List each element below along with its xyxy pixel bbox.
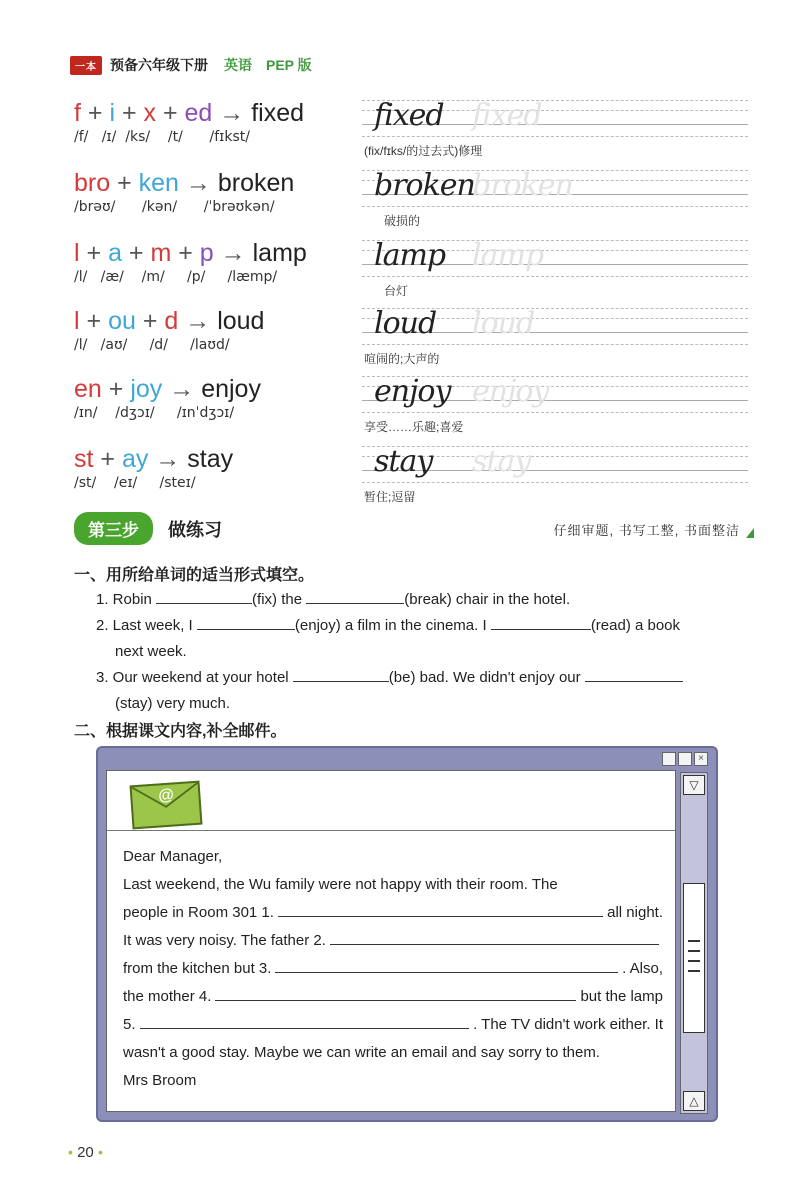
formula-operator: +	[101, 375, 131, 403]
scroll-up-arrow-icon[interactable]: ▽	[683, 775, 705, 795]
word-meaning: 喧闹的;大声的	[364, 352, 440, 366]
email-blank-5[interactable]	[140, 1015, 470, 1029]
formula-operator: +	[171, 239, 200, 267]
email-line-3	[123, 927, 663, 955]
formula-part: joy	[130, 375, 163, 403]
guide-line	[362, 344, 748, 345]
formula-part: st	[74, 445, 94, 473]
window-controls	[662, 752, 708, 766]
formula-operator: →	[212, 99, 252, 127]
q3-text-a: 3. Our weekend at your hotel	[96, 669, 293, 686]
scroll-thumb[interactable]	[683, 883, 705, 1033]
word-formula	[74, 374, 344, 404]
formula-part: ou	[108, 307, 136, 335]
word-meaning: 台灯	[384, 284, 409, 298]
minimize-button[interactable]	[662, 752, 676, 766]
formula-operator: +	[121, 239, 151, 267]
word-row-1	[74, 98, 344, 146]
guide-line	[362, 206, 748, 207]
exercise-1-question-3-cont: (stay) very much.	[115, 695, 231, 712]
formula-part: ed	[184, 99, 213, 127]
email-content-pane	[106, 770, 676, 1112]
word-row-3	[74, 238, 344, 286]
grip-line-icon	[688, 940, 700, 942]
email-blank-2[interactable]	[330, 931, 659, 945]
word-meaning: 破损的	[384, 214, 421, 228]
word-formula	[74, 444, 344, 474]
q2-text-a: 2. Last week, I	[96, 617, 197, 634]
email-line-3-a: It was very noisy. The father 2.	[123, 932, 326, 949]
subject-label: 英语	[224, 57, 252, 73]
step-title: 做练习	[168, 520, 222, 540]
word-meaning: 享受……乐趣;喜爱	[364, 420, 464, 434]
word-meaning: (fix/fɪks/的过去式)修理	[364, 144, 483, 158]
writing-block-2	[362, 166, 748, 232]
email-line-4-a: from the kitchen but 3.	[123, 960, 272, 977]
close-button[interactable]: ×	[694, 752, 708, 766]
writing-block-4	[362, 304, 748, 370]
formula-part: stay	[187, 445, 234, 473]
guide-line	[362, 276, 748, 277]
word-formula	[74, 238, 344, 268]
grip-line-icon	[688, 950, 700, 952]
formula-operator: +	[156, 99, 185, 127]
grip-line-icon	[688, 970, 700, 972]
exercise-1-title: 一、用所给单词的适当形式填空。	[74, 567, 315, 584]
page-number-value: 20	[77, 1144, 94, 1161]
email-line-2-a: people in Room 301 1.	[123, 904, 274, 921]
page-dot-left: •	[68, 1144, 73, 1160]
word-formula	[74, 98, 344, 128]
word-row-4	[74, 306, 344, 354]
formula-part: i	[109, 99, 116, 127]
envelope-icon	[130, 781, 203, 830]
step-badge: 第三步	[74, 512, 153, 545]
email-line-6	[123, 1011, 663, 1039]
email-line-5	[123, 983, 663, 1011]
script-word: fixed	[374, 98, 444, 133]
formula-operator: →	[148, 445, 188, 473]
formula-part: bro	[74, 169, 111, 197]
script-word-tracing[interactable]: lamp	[472, 238, 544, 273]
script-word-tracing[interactable]: enjoy	[472, 374, 549, 409]
formula-part: broken	[217, 169, 295, 197]
formula-operator: →	[162, 375, 202, 403]
email-greeting: Dear Manager,	[123, 848, 223, 865]
formula-operator: +	[80, 99, 110, 127]
formula-operator: +	[79, 307, 109, 335]
email-line-4-b: . Also,	[622, 960, 663, 977]
word-phonetic: /l/ /aʊ/ /d/ /laʊd/	[74, 337, 230, 353]
formula-part: d	[164, 307, 179, 335]
writing-block-5	[362, 372, 748, 438]
q2-text-c: (read) a book	[590, 617, 681, 634]
email-scrollbar[interactable]	[680, 772, 708, 1114]
word-formula	[74, 168, 344, 198]
guide-line	[362, 482, 748, 483]
email-body	[123, 843, 663, 1095]
formula-part: lamp	[252, 239, 307, 267]
formula-part: x	[143, 99, 157, 127]
script-word: lamp	[374, 238, 446, 273]
email-line-7: wasn't a good stay. Maybe we can write an email and say sorry to them.	[123, 1044, 600, 1061]
scroll-down-arrow-icon[interactable]: △	[683, 1091, 705, 1111]
formula-part: ay	[121, 445, 149, 473]
formula-part: enjoy	[201, 375, 261, 403]
q1-text-a: 1. Robin	[96, 591, 157, 608]
word-phonetic: /ɪn/ /dʒɔɪ/ /ɪnˈdʒɔɪ/	[74, 405, 235, 421]
q2-blank-1[interactable]	[197, 616, 295, 630]
formula-part: fixed	[251, 99, 305, 127]
email-signature: Mrs Broom	[123, 1072, 197, 1089]
formula-part: a	[108, 239, 122, 267]
script-word-tracing[interactable]: stay	[472, 444, 531, 479]
q3-text-b: (be) bad. We didn't enjoy our	[388, 669, 585, 686]
exercise-1-question-2-cont: next week.	[115, 643, 187, 660]
email-blank-4[interactable]	[215, 987, 576, 1001]
formula-part: l	[74, 307, 80, 335]
email-header	[107, 771, 675, 831]
q1-blank-2[interactable]	[306, 590, 404, 604]
script-word: enjoy	[374, 374, 451, 409]
guide-line	[362, 412, 748, 413]
q2-blank-2[interactable]	[491, 616, 591, 630]
at-sign-icon: @	[157, 786, 175, 805]
word-phonetic: /st/ /eɪ/ /steɪ/	[74, 475, 196, 491]
book-title: 预备六年级下册	[110, 57, 208, 73]
formula-operator: →	[178, 169, 218, 197]
writing-block-6	[362, 442, 748, 508]
formula-part: en	[74, 375, 102, 403]
q3-blank-2[interactable]	[585, 668, 683, 682]
email-line-2-b: all night.	[607, 904, 663, 921]
email-blank-3[interactable]	[275, 959, 618, 973]
formula-part: m	[150, 239, 172, 267]
page-number	[68, 1144, 103, 1161]
formula-operator: +	[93, 445, 122, 473]
script-word: broken	[374, 168, 475, 203]
script-word-tracing[interactable]: fixed	[472, 98, 542, 133]
exercise-2-title: 二、根据课文内容,补全邮件。	[74, 723, 287, 740]
email-blank-1[interactable]	[278, 903, 603, 917]
edition-label: PEP 版	[266, 57, 312, 73]
q1-text-c: (break) chair in the hotel.	[404, 591, 571, 608]
writing-block-3	[362, 236, 748, 302]
script-word: loud	[374, 306, 437, 341]
corner-triangle-icon	[746, 528, 754, 538]
word-row-2	[74, 168, 344, 216]
exercise-1-question-1	[96, 590, 570, 610]
page-header	[70, 54, 312, 76]
formula-operator: +	[115, 99, 144, 127]
script-word-tracing[interactable]: loud	[472, 306, 535, 341]
publisher-logo: 一本	[70, 56, 102, 75]
grip-line-icon	[688, 960, 700, 962]
maximize-button[interactable]	[678, 752, 692, 766]
email-line-5-a: the mother 4.	[123, 988, 212, 1005]
exercise-1-question-3	[96, 668, 683, 688]
word-phonetic: /l/ /æ/ /m/ /p/ /læmp/	[74, 269, 278, 285]
formula-part: l	[74, 239, 80, 267]
formula-part: loud	[217, 307, 265, 335]
word-row-6	[74, 444, 344, 492]
exercise-1-question-2	[96, 616, 680, 636]
formula-part: p	[199, 239, 214, 267]
word-phonetic: /brəʊ/ /kən/ /ˈbrəʊkən/	[74, 199, 275, 215]
script-word: stay	[374, 444, 433, 479]
email-window	[96, 746, 718, 1122]
formula-operator: +	[135, 307, 165, 335]
formula-operator: →	[178, 307, 218, 335]
email-line-4	[123, 955, 663, 983]
email-line-2	[123, 899, 663, 927]
step-three-bar	[74, 512, 754, 542]
step-motto: 仔细审题, 书写工整, 书面整洁	[553, 523, 740, 538]
email-line-1: Last weekend, the Wu family were not happy with their room. The	[123, 876, 558, 893]
writing-block-1	[362, 96, 748, 162]
formula-operator: →	[213, 239, 253, 267]
guide-line	[362, 136, 748, 137]
q2-text-b: (enjoy) a film in the cinema. I	[294, 617, 491, 634]
word-formula	[74, 306, 344, 336]
q1-text-b: (fix) the	[252, 591, 307, 608]
q1-blank-1[interactable]	[156, 590, 252, 604]
email-line-5-b: but the lamp	[580, 988, 663, 1005]
email-line-6-b: . The TV didn't work either. It	[473, 1016, 663, 1033]
formula-operator: +	[79, 239, 109, 267]
word-phonetic: /f/ /ɪ/ /ks/ /t/ /fɪkst/	[74, 129, 250, 145]
formula-part: ken	[138, 169, 179, 197]
word-row-5	[74, 374, 344, 422]
formula-operator: +	[110, 169, 139, 197]
word-meaning: 暂住;逗留	[364, 490, 416, 504]
script-word-tracing[interactable]: broken	[472, 168, 573, 203]
page-dot-right: •	[97, 1144, 103, 1160]
formula-part: f	[74, 99, 81, 127]
email-line-6-a: 5.	[123, 1016, 136, 1033]
q3-blank-1[interactable]	[293, 668, 389, 682]
